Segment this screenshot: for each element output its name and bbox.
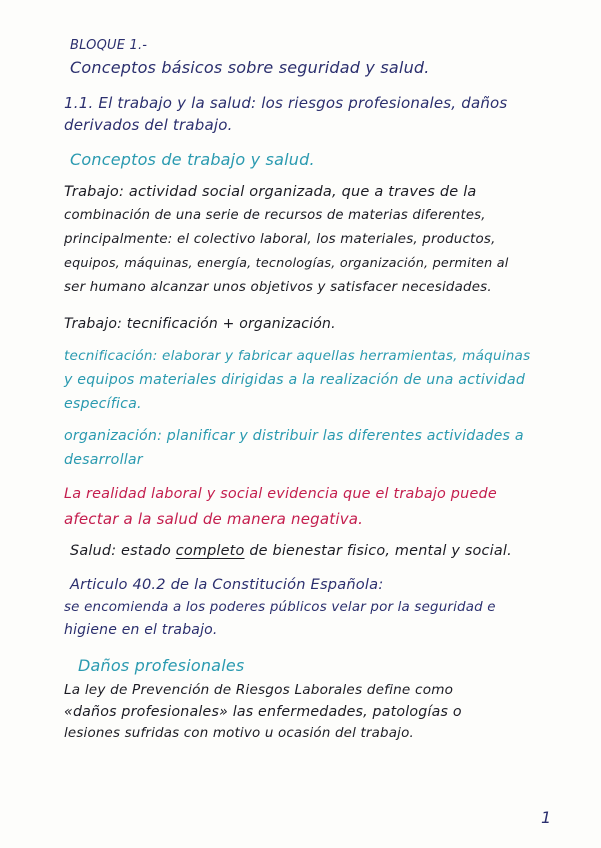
- salud-definition: [70, 543, 512, 559]
- tecnificacion-definition-line-3: específica.: [64, 396, 142, 412]
- danos-text-line-2: «daños profesionales» las enfermedades, patologías o: [64, 704, 462, 720]
- articulo-text-line-2: higiene en el trabajo.: [64, 622, 218, 638]
- trabajo-formula: Trabajo: tecnificación + organización.: [64, 316, 336, 332]
- concepts-heading: Conceptos de trabajo y salud.: [70, 150, 315, 169]
- trabajo-definition-line-1: Trabajo: actividad social organizada, que a traves de la: [64, 184, 477, 200]
- trabajo-definition-line-3: principalmente: el colectivo laboral, los materiales, productos,: [64, 232, 496, 247]
- trabajo-definition-line-5: ser humano alcanzar unos objetivos y satisfacer necesidades.: [64, 280, 492, 295]
- danos-text-line-1: La ley de Prevención de Riesgos Laborales define como: [64, 682, 454, 698]
- section-heading-line-1: 1.1. El trabajo y la salud: los riesgos profesionales, daños: [64, 94, 508, 112]
- tecnificacion-definition-line-1: tecnificación: elaborar y fabricar aquellas herramientas, máquinas: [64, 348, 531, 364]
- realidad-laboral-line-2: afectar a la salud de manera negativa.: [64, 510, 364, 528]
- organizacion-definition-line-2: desarrollar: [64, 452, 143, 468]
- danos-heading: Daños profesionales: [78, 656, 245, 675]
- bloque-title: BLOQUE 1.-: [70, 38, 148, 53]
- danos-text-line-3: lesiones sufridas con motivo u ocasión del trabajo.: [64, 726, 414, 741]
- articulo-text-line-1: se encomienda a los poderes públicos velar por la seguridad e: [64, 600, 496, 615]
- organizacion-definition-line-1: organización: planificar y distribuir las diferentes actividades a: [64, 428, 524, 444]
- tecnificacion-definition-line-2: y equipos materiales dirigidas a la realización de una actividad: [64, 372, 526, 388]
- salud-prefix: Salud: estado: [70, 543, 176, 559]
- trabajo-definition-line-4: equipos, máquinas, energía, tecnologías, organización, permiten al: [64, 256, 509, 271]
- bloque-subtitle: Conceptos básicos sobre seguridad y salud.: [70, 58, 430, 77]
- realidad-laboral-line-1: La realidad laboral y social evidencia que el trabajo puede: [64, 486, 497, 502]
- salud-suffix: de bienestar fisico, mental y social.: [244, 543, 512, 559]
- articulo-heading: Articulo 40.2 de la Constitución Española:: [70, 576, 384, 593]
- section-heading-line-2: derivados del trabajo.: [64, 116, 233, 134]
- trabajo-definition-line-2: combinación de una serie de recursos de materias diferentes,: [64, 208, 486, 223]
- page-number: 1: [541, 808, 552, 827]
- salud-emphasis: completo: [175, 543, 245, 559]
